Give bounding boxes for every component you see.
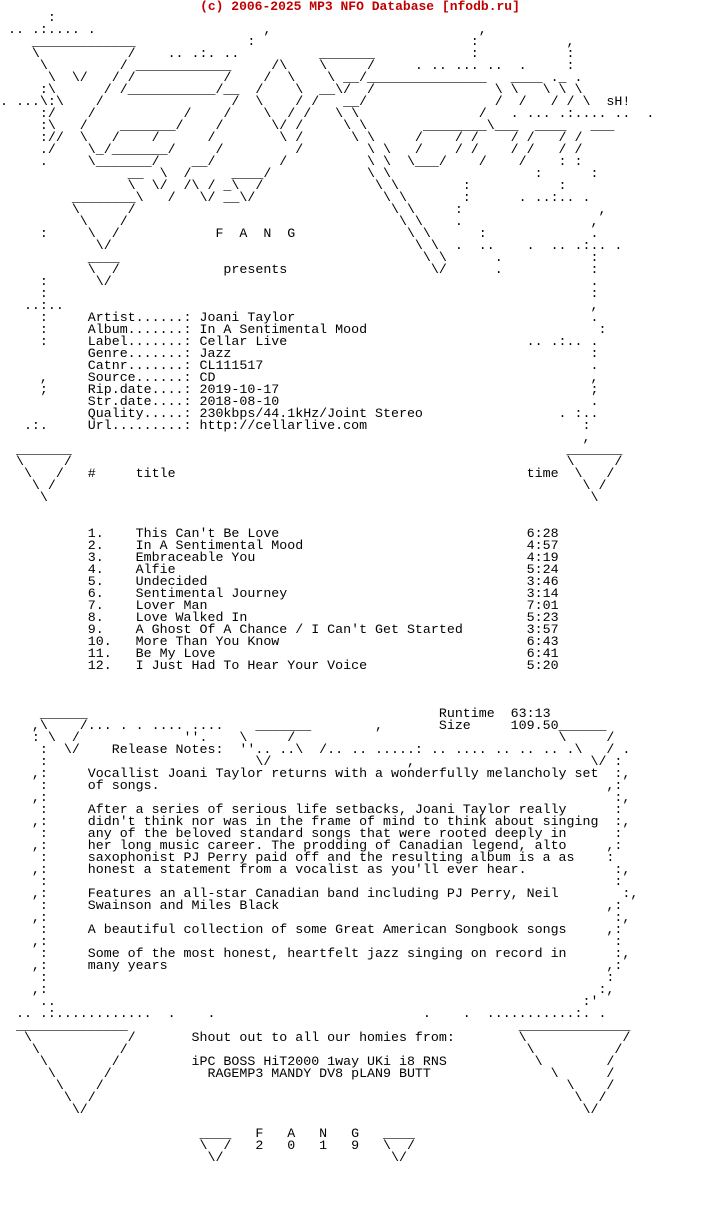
nfo-ascii-document: : .. .:.... . , , _____________ : : , \ / .. .:. .. _______ : : \ / ____________ /\ \ / . .. ... .. . : \ \/ / / / / \ \ __/_______________ ____ ._ . :\ / /___________/__ / \ __\/ / \ \ \ \ \ . ...\:\ / / \ / / __/ / / / / \ sH! :/ / / / \ / / \ \ / . ... .:.... .. . :\ / _______/ / \/ / \ \ ________\___ ____ ___ :// \ / / / \ / \ \ / / / / / / / ./ \_/_______/ / / \ \ / / / / / / / . \_______/ __/ / \ \ \___/ / / : : __ \ / ____/ \ \ : : \ \/ /\ / _\ / \ \ : : ________\ / \/ __\/ \ \ : . ..:.. . \ / \ \ : , \ / \ \ . , : \ / F A N G \ \ : . \/ \ \ . .. . .. .:.. . ____ \ \ . : \ / presents \/ . : : \/ . : : ..:.. , : Artist......: Joani Taylor . : Album.......: In A Sentimental Mood : : Label.......: Cellar Live .. .:.. . Genre.......: Jazz : Catnr.......: CL111517 . , Source......: CD , ; Rip.date....: 2019-10-17 ; Str.date....: 2018-08-10 . Quality.....: 230kbps/44.1kHz/Joint Stereo . :.. .:. Url.........: http://cellarlive.com : , _______ _______ \ / \ / \ / # title time \ / \ / \ / \ \ 1. This Can't Be Love 6:28 2. In A Sentimental Mood 4:57 3. Embraceable You 4:19 4. Alfie 5:24 5. Undecided 3:46 6. Sentimental Journey 3:14 7. Lover Man 7:01 8. Love Walked In 5:23 9. A Ghost Of A Chance / I Can't Get Started 3:57 10. More Than You Know 6:43 11. Be My Love 6:41 12. I Just Had To Hear Your Voice 5:20 ______ Runtime 63:13 ,\ /... . . .... .... _______ , Size 109.50______ : \ / ''. \ / \ / : \/ Release Notes: ''.. ..\ /.. .. .....: .. .... .. .. .. .\ / . : \/ , \/ : ,: Vocallist Joani Taylor returns with a wonderfully melancholy set :, : of songs. ,: ,: :, : After a series of serious life setbacks, Joani Taylor really : ,: didn't think nor was in the frame of mind to think about singing :, : any of the beloved standard songs that were rooted deeply in : ,: her long music career. The prodding of Canadian legend, alto ,: : saxophonist PJ Perry paid off and the resulting album is a as : ,: honest a statement from a vocalist as you'll ever hear. :, : : ,: Features an all-star Canadian band including PJ Perry, Neil :, : Swainson and Miles Black ,: ,: :, : A beautiful collection of some Great American Songbook songs ,: ,: : : Some of the most honest, heartfelt jazz singing on record in :, ,: many years ,: : : ,: :, .. :' .. .:............ . . . . ...........:. . ______________ ______________ \ / Shout out to all our homies from: \ / \ / \ / \ / iPC BOSS HiT2000 1way UKi i8 RNS \ / \ / RAGEMP3 MANDY DV8 pLAN9 BUTT \ / \ / \ / \ / \ / \/ \/ ____ F A N G ____ \ / 2 0 1 9 \ / \/ \/ bbox=[0, 10, 655, 1165]
site-header: (c) 2006-2025 MP3 NFO Database [nfodb.ru] bbox=[200, 0, 520, 14]
